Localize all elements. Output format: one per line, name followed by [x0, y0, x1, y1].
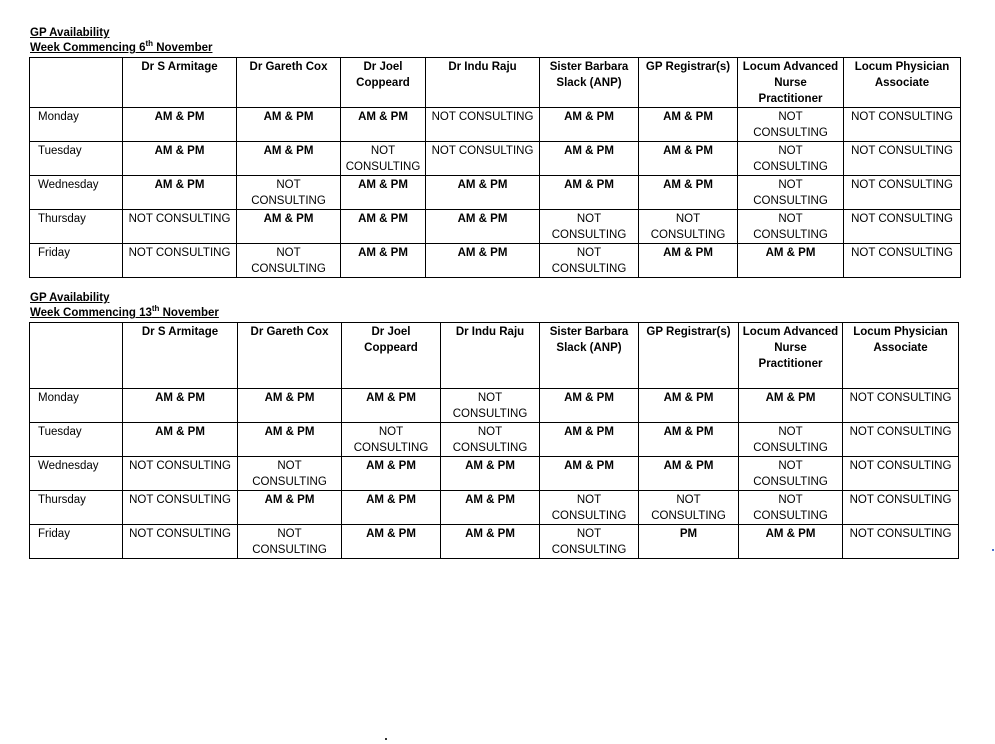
availability-cell: AM & PM [540, 389, 639, 423]
table-row [30, 108, 961, 142]
availability-cell: NOT CONSULTING [738, 108, 844, 142]
table-row [30, 457, 959, 491]
table-row [30, 525, 959, 559]
week-2-commencing-suffix: th [151, 304, 160, 314]
table-row [30, 142, 961, 176]
week-2-title: GP Availability [30, 292, 110, 304]
week-2-rota-table [29, 322, 959, 559]
week-1-title: GP Availability [30, 27, 110, 39]
availability-cell: AM & PM [639, 457, 739, 491]
availability-cell: PM [639, 525, 739, 559]
availability-cell: NOT CONSULTING [639, 210, 738, 244]
availability-cell: NOT CONSULTING [844, 142, 961, 176]
availability-cell: AM & PM [738, 244, 844, 278]
availability-cell: NOT CONSULTING [843, 423, 959, 457]
availability-cell: AM & PM [639, 176, 738, 210]
availability-cell: NOT CONSULTING [739, 491, 843, 525]
availability-cell: AM & PM [540, 176, 639, 210]
day-label: Tuesday [30, 423, 123, 457]
availability-cell: AM & PM [342, 525, 441, 559]
availability-cell: NOT CONSULTING [843, 389, 959, 423]
availability-cell: NOT CONSULTING [441, 389, 540, 423]
availability-cell: NOT CONSULTING [237, 244, 341, 278]
week-1-commencing-prefix: Week Commencing 6 [30, 42, 146, 54]
availability-cell: NOT CONSULTING [844, 176, 961, 210]
day-label: Wednesday [30, 457, 123, 491]
day-label: Tuesday [30, 142, 123, 176]
table-row [30, 244, 961, 278]
availability-cell: AM & PM [441, 525, 540, 559]
column-header: Dr Indu Raju [441, 323, 540, 389]
column-header: Dr Indu Raju [426, 58, 540, 108]
day-label: Friday [30, 244, 123, 278]
availability-cell: AM & PM [441, 457, 540, 491]
column-header: Dr S Armitage [123, 58, 237, 108]
availability-cell: AM & PM [739, 525, 843, 559]
availability-cell: AM & PM [237, 142, 341, 176]
availability-cell: NOT CONSULTING [540, 244, 639, 278]
column-header: Dr Joel Coppeard [341, 58, 426, 108]
availability-cell: NOT CONSULTING [540, 210, 639, 244]
availability-cell: AM & PM [441, 491, 540, 525]
table-row [30, 389, 959, 423]
column-header: Sister Barbara Slack (ANP) [540, 58, 639, 108]
day-label: Monday [30, 108, 123, 142]
week-2-commencing-month: November [159, 307, 219, 319]
day-label: Friday [30, 525, 123, 559]
availability-cell: AM & PM [123, 176, 237, 210]
header-row [30, 323, 959, 389]
availability-cell: NOT CONSULTING [123, 244, 237, 278]
corner-header-cell [30, 323, 123, 389]
availability-cell: AM & PM [739, 389, 843, 423]
availability-cell: AM & PM [123, 423, 238, 457]
table-row [30, 176, 961, 210]
availability-cell: NOT CONSULTING [341, 142, 426, 176]
availability-cell: AM & PM [123, 108, 237, 142]
availability-cell: AM & PM [123, 389, 238, 423]
availability-cell: NOT CONSULTING [426, 108, 540, 142]
column-header: Dr Joel Coppeard [342, 323, 441, 389]
column-header: Sister Barbara Slack (ANP) [540, 323, 639, 389]
availability-cell: AM & PM [540, 142, 639, 176]
availability-cell: NOT CONSULTING [639, 491, 739, 525]
availability-cell: AM & PM [639, 108, 738, 142]
availability-cell: NOT CONSULTING [738, 210, 844, 244]
availability-cell: AM & PM [341, 210, 426, 244]
availability-cell: AM & PM [341, 176, 426, 210]
availability-cell: AM & PM [639, 423, 739, 457]
availability-cell: NOT CONSULTING [426, 142, 540, 176]
column-header: GP Registrar(s) [639, 323, 739, 389]
availability-cell: AM & PM [238, 423, 342, 457]
column-header: Dr Gareth Cox [238, 323, 342, 389]
day-label: Monday [30, 389, 123, 423]
availability-cell: NOT CONSULTING [738, 176, 844, 210]
header-row [30, 58, 961, 108]
availability-cell: NOT CONSULTING [739, 423, 843, 457]
availability-cell: AM & PM [426, 244, 540, 278]
week-1-rota-table [29, 57, 961, 278]
availability-cell: NOT CONSULTING [237, 176, 341, 210]
week-1-commencing [30, 41, 212, 56]
availability-cell: AM & PM [123, 142, 237, 176]
availability-cell: NOT CONSULTING [123, 525, 238, 559]
availability-cell: NOT CONSULTING [843, 457, 959, 491]
availability-cell: NOT CONSULTING [844, 244, 961, 278]
availability-cell: NOT CONSULTING [342, 423, 441, 457]
availability-cell: AM & PM [540, 423, 639, 457]
availability-cell: NOT CONSULTING [123, 491, 238, 525]
week-1-commencing-month: November [153, 42, 213, 54]
availability-cell: AM & PM [237, 210, 341, 244]
availability-cell: AM & PM [237, 108, 341, 142]
availability-cell: AM & PM [342, 457, 441, 491]
availability-cell: NOT CONSULTING [441, 423, 540, 457]
column-header: Dr S Armitage [123, 323, 238, 389]
availability-cell: AM & PM [639, 142, 738, 176]
page-mark [385, 738, 387, 740]
availability-cell: NOT CONSULTING [843, 525, 959, 559]
availability-cell: AM & PM [540, 457, 639, 491]
corner-header-cell [30, 58, 123, 108]
availability-cell: NOT CONSULTING [843, 491, 959, 525]
availability-cell: NOT CONSULTING [844, 210, 961, 244]
column-header: Locum Advanced Nurse Practitioner [739, 323, 843, 389]
availability-cell: AM & PM [426, 176, 540, 210]
week-1-commencing-suffix: th [145, 39, 154, 49]
column-header: GP Registrar(s) [639, 58, 738, 108]
availability-cell: AM & PM [341, 108, 426, 142]
availability-cell: AM & PM [238, 389, 342, 423]
day-label: Wednesday [30, 176, 123, 210]
availability-cell: AM & PM [342, 491, 441, 525]
availability-cell: AM & PM [238, 491, 342, 525]
availability-cell: NOT CONSULTING [738, 142, 844, 176]
table-row [30, 210, 961, 244]
availability-cell: AM & PM [639, 244, 738, 278]
availability-cell: AM & PM [426, 210, 540, 244]
availability-cell: NOT CONSULTING [123, 457, 238, 491]
availability-cell: NOT CONSULTING [123, 210, 237, 244]
availability-cell: AM & PM [639, 389, 739, 423]
availability-cell: NOT CONSULTING [844, 108, 961, 142]
day-label: Thursday [30, 491, 123, 525]
column-header: Locum Physician Associate [844, 58, 961, 108]
table-row [30, 423, 959, 457]
week-2-commencing-prefix: Week Commencing 13 [30, 307, 152, 319]
week-2-commencing [30, 306, 219, 321]
day-label: Thursday [30, 210, 123, 244]
availability-cell: NOT CONSULTING [540, 491, 639, 525]
column-header: Locum Advanced Nurse Practitioner [738, 58, 844, 108]
availability-cell: NOT CONSULTING [238, 525, 342, 559]
availability-cell: NOT CONSULTING [540, 525, 639, 559]
availability-cell: NOT CONSULTING [238, 457, 342, 491]
column-header: Locum Physician Associate [843, 323, 959, 389]
column-header: Dr Gareth Cox [237, 58, 341, 108]
availability-cell: AM & PM [342, 389, 441, 423]
table-row [30, 491, 959, 525]
availability-cell: AM & PM [540, 108, 639, 142]
availability-cell: AM & PM [341, 244, 426, 278]
cursor-mark [992, 549, 994, 551]
availability-cell: NOT CONSULTING [739, 457, 843, 491]
